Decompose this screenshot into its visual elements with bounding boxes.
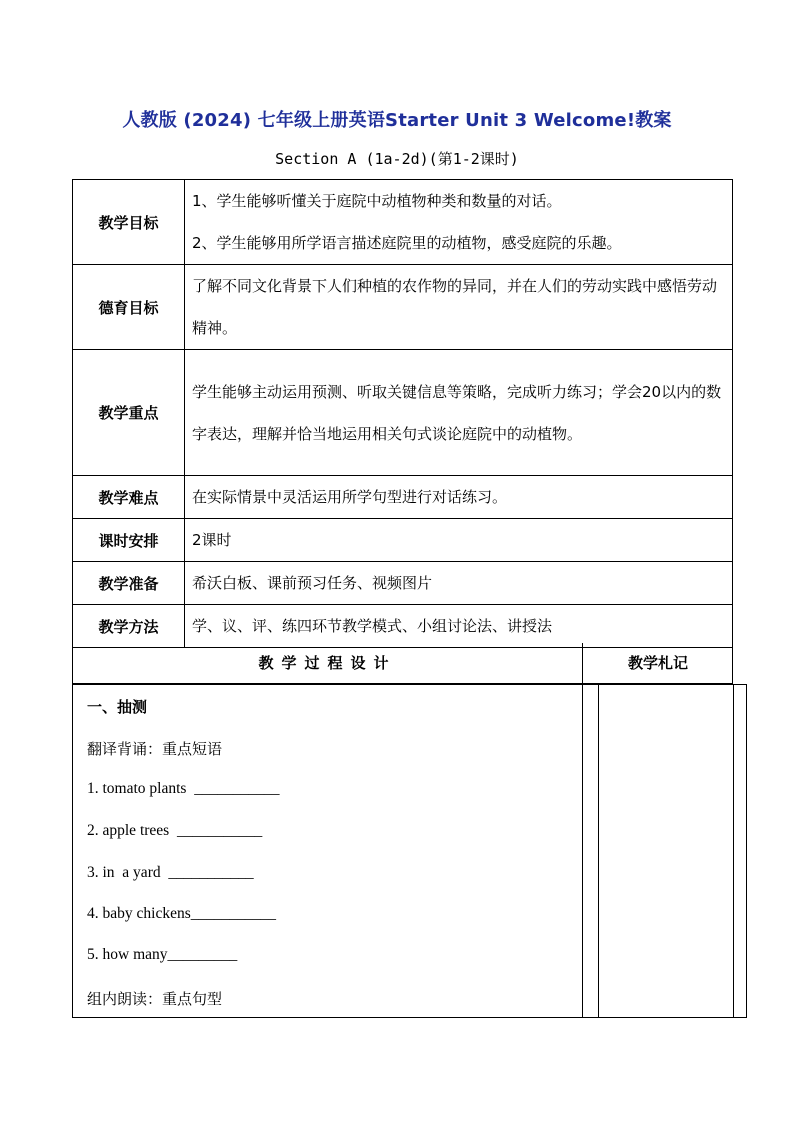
- section-title: 一、抽测: [87, 698, 148, 716]
- row-label-objectives: 教学目标: [73, 180, 185, 265]
- row-value-methods: [185, 605, 733, 648]
- preparation-text: 希沃白板、课前预习任务、视频图片: [192, 574, 433, 592]
- objective-line: 2、学生能够用所学语言描述庭院里的动植物，感受庭院的乐趣。: [192, 234, 622, 252]
- process-design-heading: 教学过程设计: [73, 643, 583, 683]
- row-value-difficulties: [185, 476, 733, 519]
- document-subtitle: Section A (1a-2d)(第1-2课时): [275, 150, 519, 168]
- teaching-notes-heading: 教学札记: [627, 654, 688, 672]
- row-label-moral-goals: 德育目标: [73, 265, 185, 350]
- row-value-schedule: [185, 519, 733, 562]
- sentences-intro: 组内朗读：重点句型: [87, 990, 223, 1008]
- phrases-intro: 翻译背诵：重点短语: [87, 740, 223, 758]
- phrase-item: 1. tomato plants ___________: [87, 780, 280, 797]
- row-label-schedule: 课时安排: [73, 519, 185, 562]
- table-row: [73, 519, 733, 562]
- methods-text: 学、议、评、练四环节教学模式、小组讨论法、讲授法: [192, 617, 553, 635]
- process-content-box: [72, 684, 747, 1018]
- row-value-key-points: [185, 350, 733, 476]
- row-label-preparation: 教学准备: [73, 562, 185, 605]
- row-label-difficulties: 教学难点: [73, 476, 185, 519]
- column-divider: [582, 685, 583, 1017]
- key-points-text: 学生能够主动运用预测、听取关键信息等策略，完成听力练习；学会20以内的数字表达，理解并恰当地运用相关句式谈论庭院中的动植物。: [192, 382, 722, 443]
- phrase-item: 2. apple trees ___________: [87, 822, 263, 839]
- lesson-info-table: [72, 179, 733, 648]
- table-row: [73, 476, 733, 519]
- row-value-moral-goals: [185, 265, 733, 350]
- schedule-text: 2课时: [192, 531, 232, 549]
- table-row: [73, 265, 733, 350]
- table-row: [73, 562, 733, 605]
- table-row: [73, 605, 733, 648]
- column-divider: [733, 685, 734, 1017]
- phrase-item: 4. baby chickens___________: [87, 905, 276, 922]
- phrase-item: 5. how many_________: [87, 946, 238, 963]
- process-header-row: [72, 643, 733, 684]
- moral-goal-text: 了解不同文化背景下人们种植的农作物的异同，并在人们的劳动实践中感悟劳动精神。: [192, 277, 718, 337]
- table-row: [73, 350, 733, 476]
- row-label-methods: 教学方法: [73, 605, 185, 648]
- row-value-preparation: [185, 562, 733, 605]
- document-title: 人教版 (2024) 七年级上册英语Starter Unit 3 Welcome!教案: [122, 110, 672, 131]
- phrase-item: 3. in a yard ___________: [87, 864, 254, 881]
- objective-line: 1、学生能够听懂关于庭院中动植物种类和数量的对话。: [192, 192, 562, 210]
- column-divider: [598, 685, 599, 1017]
- row-value-objectives: [185, 180, 733, 265]
- table-row: [73, 180, 733, 265]
- row-label-key-points: 教学重点: [73, 350, 185, 476]
- difficulties-text: 在实际情景中灵活运用所学句型进行对话练习。: [192, 488, 508, 506]
